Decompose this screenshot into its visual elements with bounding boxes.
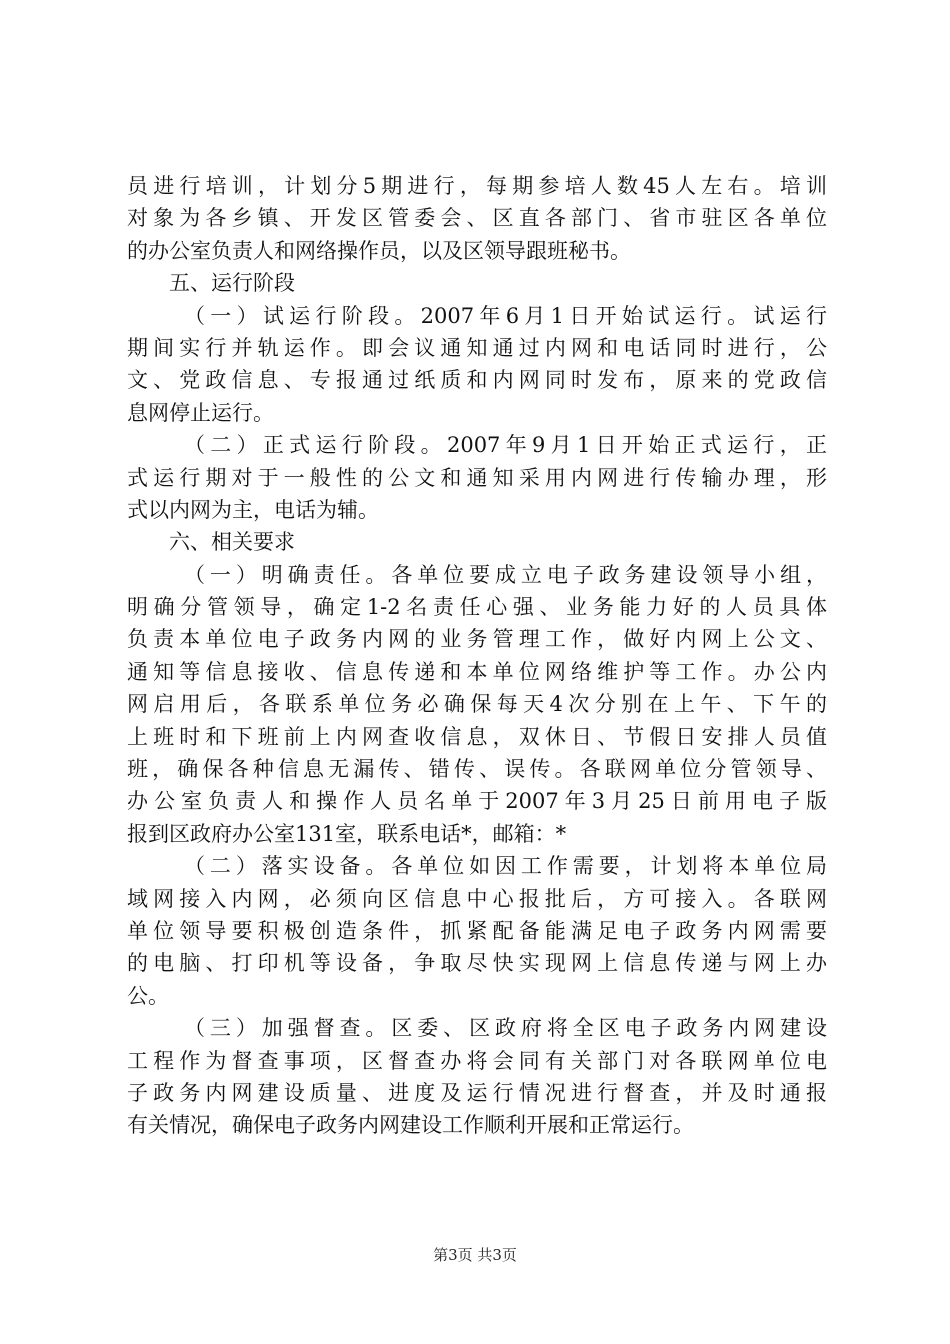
text-line: 五、运行阶段 [169, 271, 295, 296]
text-line: 的电脑、打印机等设备，争取尽快实现网上信息传递与网上办 [127, 951, 827, 976]
text-line: 员进行培训，计划分5期进行，每期参培人数45人左右。培训 [127, 174, 827, 198]
text-line: （二）正式运行阶段。2007年9月1日开始正式运行，正 [184, 433, 827, 458]
text-line: 式运行期对于一般性的公文和通知采用内网进行传输办理，形 [127, 465, 827, 490]
text-line: 报到区政府办公室131室，联系电话*，邮箱：* [127, 821, 567, 846]
text-line: （三）加强督查。区委、区政府将全区电子政务内网建设 [184, 1016, 827, 1041]
text-line: 子政务内网建设质量、进度及运行情况进行督查，并及时通报 [127, 1080, 827, 1105]
text-line: 通知等信息接收、信息传递和本单位网络维护等工作。办公内 [127, 659, 827, 684]
text-line: 网启用后，各联系单位务必确保每天4次分别在上午、下午的 [127, 692, 827, 717]
text-line: 负责本单位电子政务内网的业务管理工作，做好内网上公文、 [127, 627, 827, 652]
text-line: （一）试运行阶段。2007年6月1日开始试运行。试运行 [184, 303, 827, 328]
text-line: 明确分管领导，确定1-2名责任心强、业务能力好的人员具体 [127, 595, 827, 620]
text-line: 式以内网为主，电话为辅。 [127, 497, 379, 522]
text-line: （二）落实设备。各单位如因工作需要，计划将本单位局 [184, 854, 827, 879]
text-line: 息网停止运行。 [127, 400, 274, 425]
text-line: 班，确保各种信息无漏传、错传、误传。各联网单位分管领导、 [127, 757, 827, 782]
text-line: 工程作为督查事项，区督查办将会同有关部门对各联网单位电 [127, 1048, 827, 1073]
text-line: 单位领导要积极创造条件，抓紧配备能满足电子政务内网需要 [127, 918, 827, 943]
text-line: 域网接入内网，必须向区信息中心报批后，方可接入。各联网 [127, 886, 827, 911]
text-line: （一）明确责任。各单位要成立电子政务建设领导小组， [184, 562, 827, 587]
text-line: 文、党政信息、专报通过纸质和内网同时发布，原来的党政信 [127, 368, 827, 393]
page-footer: 第3页 共3页 [433, 1246, 517, 1264]
text-line: 办公室负责人和操作人员名单于2007年3月25日前用电子版 [127, 789, 827, 814]
text-line: 的办公室负责人和网络操作员，以及区领导跟班秘书。 [127, 238, 631, 263]
text-line: 对象为各乡镇、开发区管委会、区直各部门、省市驻区各单位 [127, 206, 827, 231]
document-body [127, 170, 827, 1142]
text-line: 期间实行并轨运作。即会议通知通过内网和电话同时进行，公 [127, 335, 827, 360]
text-line: 公。 [127, 983, 169, 1008]
text-line: 上班时和下班前上内网查收信息，双休日、节假日安排人员值 [127, 724, 827, 749]
text-line: 有关情况，确保电子政务内网建设工作顺利开展和正常运行。 [127, 1113, 694, 1138]
text-line: 六、相关要求 [169, 530, 295, 555]
